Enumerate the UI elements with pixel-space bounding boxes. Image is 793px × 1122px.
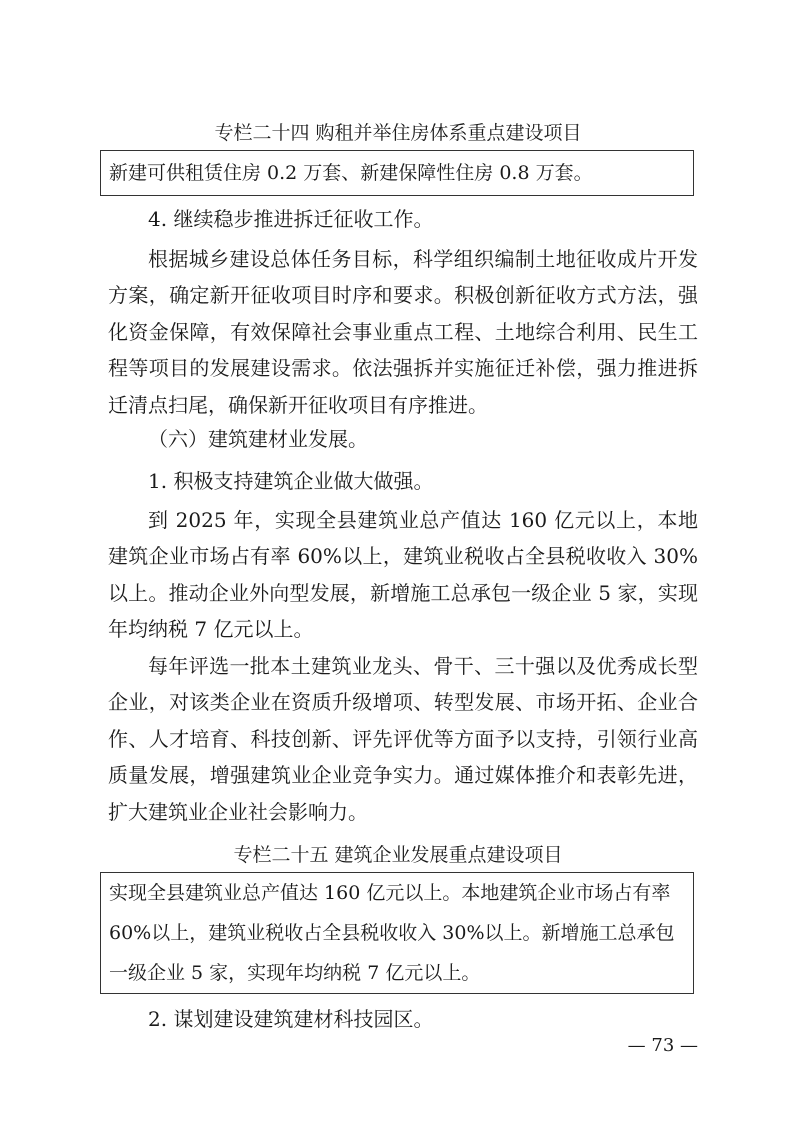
column-24-box — [100, 150, 694, 196]
section-4-heading: 4. 继续稳步推进拆迁征收工作。 — [148, 207, 434, 231]
section-6-heading: （六）建筑建材业发展。 — [148, 427, 368, 451]
column-25-box — [100, 872, 694, 994]
column-25-title: 专栏二十五 建筑企业发展重点建设项目 — [233, 844, 563, 866]
section-6-2-heading: 2. 谋划建设建筑建材科技园区。 — [148, 1007, 434, 1031]
page-number: — 73 — — [627, 1035, 698, 1056]
section-6-1-para-1: 到 2025 年，实现全县建筑业总产值达 160 亿元以上，本地建筑企业市场占有率 60%以上，建筑业税收占全县税收收入 30%以上。推动企业外向型发展，新增施工总承包一级企业 5 家，实现年均纳税 7 亿元以上。 — [108, 508, 698, 642]
section-4-body: 根据城乡建设总体任务目标，科学组织编制土地征收成片开发方案，确定新开征收项目时序和要求。积极创新征收方式方法，强化资金保障，有效保障社会事业重点工程、土地综合利用、民生工程等项目的发展建设需求。依法强拆并实施征迁补偿，强力推进拆迁清点扫尾，确保新开征收项目有序推进。 — [108, 247, 698, 417]
column-24-content: 新建可供租赁住房 0.2 万套、新建保障性住房 0.8 万套。 — [109, 162, 593, 184]
column-25-content: 实现全县建筑业总产值达 160 亿元以上。本地建筑企业市场占有率 60%以上，建筑业税收占全县税收收入 30%以上。新增施工总承包一级企业 5 家，实现年均纳税 7 亿元以上。 — [109, 882, 675, 984]
section-6-1-para-2: 每年评选一批本土建筑业龙头、骨干、三十强以及优秀成长型企业，对该类企业在资质升级增项、转型发展、市场开拓、企业合作、人才培育、科技创新、评先评优等方面予以支持，引领行业高质量发展，增强建筑业企业竞争实力。通过媒体推介和表彰先进，扩大建筑业企业社会影响力。 — [108, 654, 698, 824]
section-6-1-heading: 1. 积极支持建筑企业做大做强。 — [148, 469, 434, 493]
column-24-title: 专栏二十四 购租并举住房体系重点建设项目 — [214, 122, 582, 144]
